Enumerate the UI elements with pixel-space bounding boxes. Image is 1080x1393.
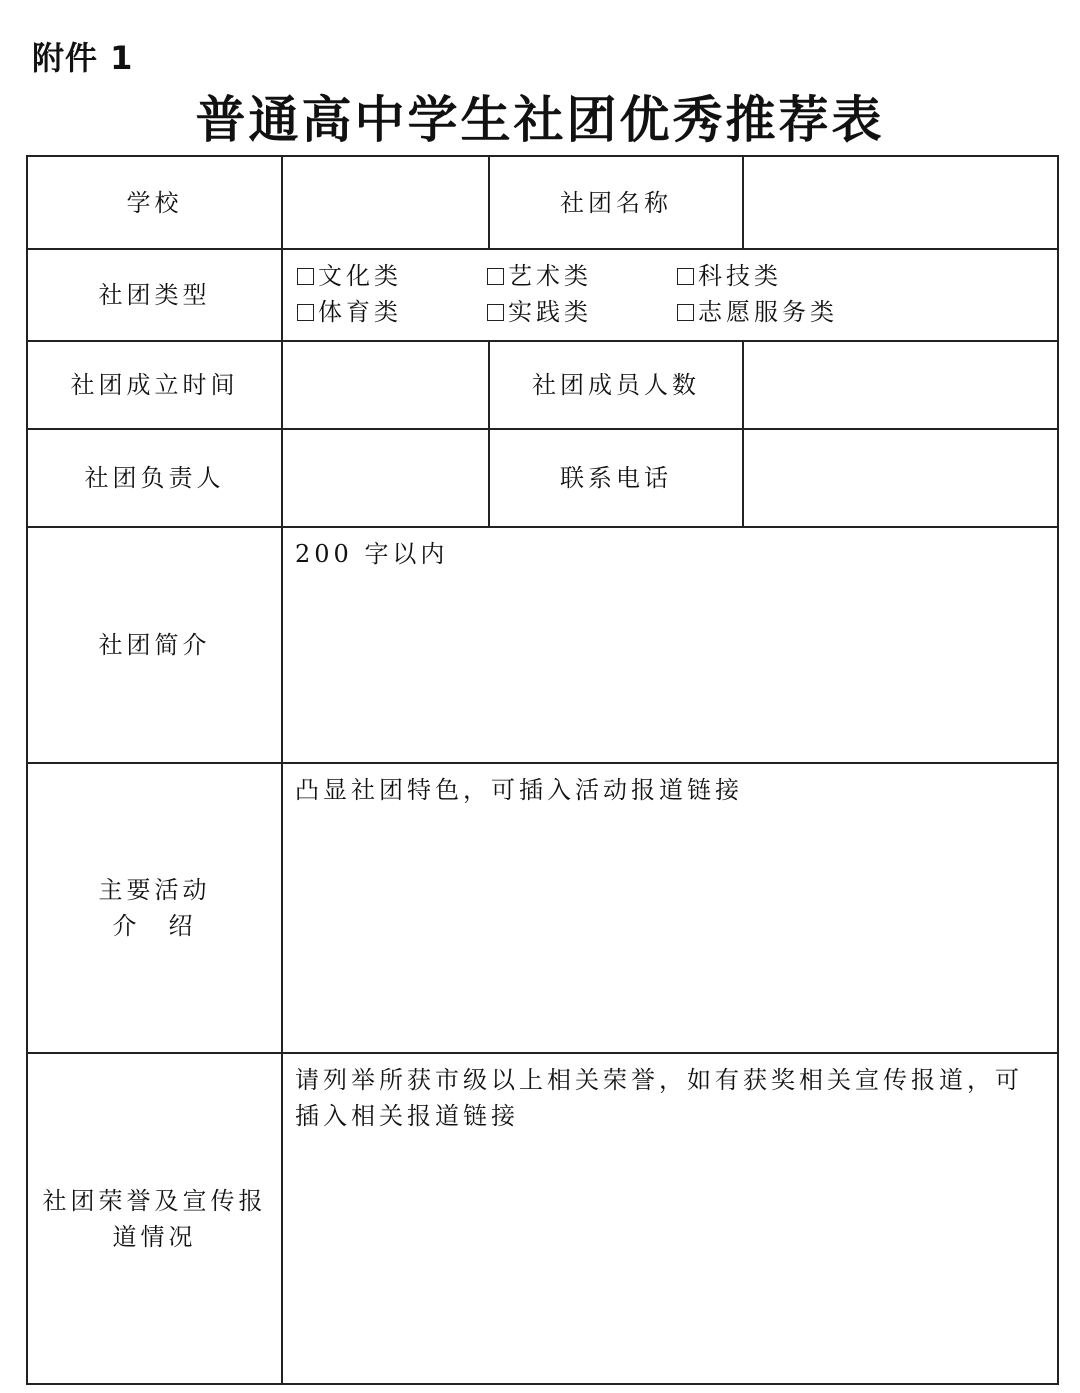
honors-hint: 请列举所获市级以上相关荣誉，如有获奖相关宣传报道，可插入相关报道链接 bbox=[295, 1066, 1023, 1130]
honors-label: 社团荣誉及宣传报 道情况 bbox=[27, 1053, 282, 1384]
form-row-honors bbox=[27, 1053, 1058, 1384]
recommendation-form-table bbox=[26, 155, 1059, 1385]
form-row-leader bbox=[27, 429, 1058, 527]
checkbox-icon[interactable] bbox=[297, 268, 314, 285]
phone-label: 联系电话 bbox=[489, 429, 743, 527]
club-type-option-label: 科技类 bbox=[698, 262, 782, 290]
club-type-option-sports[interactable] bbox=[297, 294, 487, 330]
member-count-label: 社团成员人数 bbox=[489, 341, 743, 429]
form-row-founded bbox=[27, 341, 1058, 429]
club-intro-hint: 200 字以内 bbox=[295, 540, 449, 568]
club-type-option-art[interactable] bbox=[487, 258, 677, 294]
leader-field[interactable] bbox=[282, 429, 489, 527]
form-row-club-type bbox=[27, 249, 1058, 341]
club-type-option-technology[interactable] bbox=[677, 258, 867, 294]
checkbox-icon[interactable] bbox=[677, 268, 694, 285]
page-title: 普通高中学生社团优秀推荐表 bbox=[195, 91, 885, 149]
checkbox-icon[interactable] bbox=[297, 304, 314, 321]
club-type-option-label: 艺术类 bbox=[508, 262, 592, 290]
club-type-option-label: 实践类 bbox=[508, 298, 592, 326]
phone-field[interactable] bbox=[743, 429, 1058, 527]
main-activities-hint: 凸显社团特色，可插入活动报道链接 bbox=[295, 776, 743, 804]
checkbox-icon[interactable] bbox=[487, 304, 504, 321]
club-name-field[interactable] bbox=[743, 156, 1058, 249]
founded-date-label: 社团成立时间 bbox=[27, 341, 282, 429]
club-intro-field[interactable] bbox=[282, 527, 1058, 763]
main-activities-field[interactable] bbox=[282, 763, 1058, 1053]
form-row-intro bbox=[27, 527, 1058, 763]
member-count-field[interactable] bbox=[743, 341, 1058, 429]
club-type-label: 社团类型 bbox=[27, 249, 282, 341]
form-row-school bbox=[27, 156, 1058, 249]
club-type-option-practice[interactable] bbox=[487, 294, 677, 330]
club-type-option-label: 体育类 bbox=[318, 298, 402, 326]
form-row-activities bbox=[27, 763, 1058, 1053]
club-type-option-culture[interactable] bbox=[297, 258, 487, 294]
honors-field[interactable] bbox=[282, 1053, 1058, 1384]
checkbox-icon[interactable] bbox=[487, 268, 504, 285]
club-intro-label: 社团简介 bbox=[27, 527, 282, 763]
leader-label: 社团负责人 bbox=[27, 429, 282, 527]
main-activities-label: 主要活动 介 绍 bbox=[27, 763, 282, 1053]
club-type-option-volunteer[interactable] bbox=[677, 294, 867, 330]
founded-date-field[interactable] bbox=[282, 341, 489, 429]
school-label: 学校 bbox=[27, 156, 282, 249]
club-type-options bbox=[282, 249, 1058, 341]
club-name-label: 社团名称 bbox=[489, 156, 743, 249]
club-type-option-label: 文化类 bbox=[318, 262, 402, 290]
attachment-label: 附件 1 bbox=[32, 39, 134, 77]
checkbox-icon[interactable] bbox=[677, 304, 694, 321]
school-field[interactable] bbox=[282, 156, 489, 249]
club-type-option-label: 志愿服务类 bbox=[698, 298, 838, 326]
